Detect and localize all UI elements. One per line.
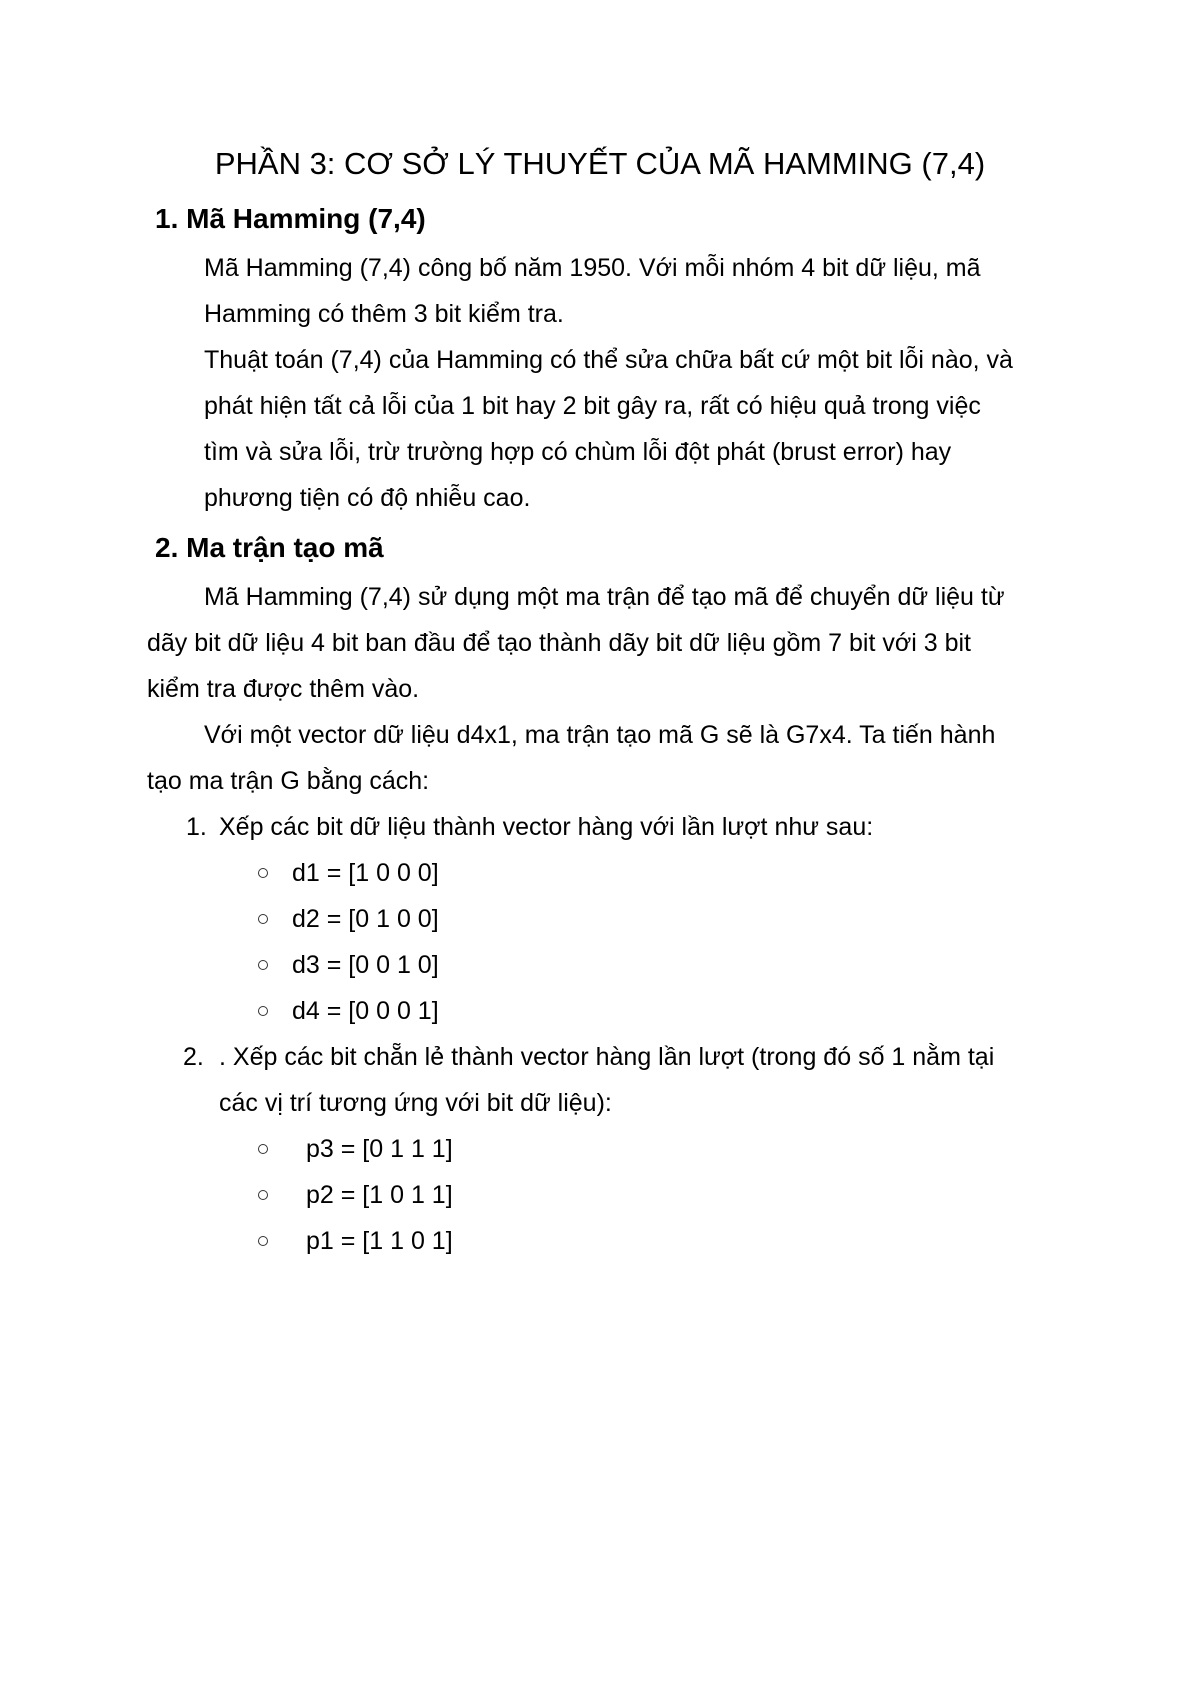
section-1-line: tìm và sửa lỗi, trừ trường hợp có chùm lỗi đột phát (brust error) hay bbox=[204, 438, 952, 466]
step-number: 2. bbox=[183, 1043, 204, 1071]
list-item: d3 = [0 0 1 0] bbox=[292, 951, 439, 979]
step-text: . Xếp các bit chẵn lẻ thành vector hàng lần lượt (trong đó số 1 nằm tại bbox=[219, 1043, 995, 1071]
section-2-paragraph-line: dãy bit dữ liệu 4 bit ban đầu để tạo thành dãy bit dữ liệu gồm 7 bit với 3 bit bbox=[147, 629, 971, 657]
list-item: p2 = [1 0 1 1] bbox=[306, 1181, 453, 1209]
section-1-line: phát hiện tất cả lỗi của 1 bit hay 2 bit gây ra, rất có hiệu quả trong việc bbox=[204, 392, 981, 420]
step-number: 1. bbox=[186, 813, 207, 841]
list-item: d2 = [0 1 0 0] bbox=[292, 905, 439, 933]
section-1-line: Thuật toán (7,4) của Hamming có thể sửa chữa bất cứ một bit lỗi nào, và bbox=[204, 346, 1013, 374]
step-text: các vị trí tương ứng với bit dữ liệu): bbox=[219, 1089, 612, 1117]
hollow-circle-bullet-icon bbox=[258, 914, 268, 924]
hollow-circle-bullet-icon bbox=[258, 960, 268, 970]
list-item: d1 = [1 0 0 0] bbox=[292, 859, 439, 887]
list-item: d4 = [0 0 0 1] bbox=[292, 997, 439, 1025]
section-2-paragraph-line: kiểm tra được thêm vào. bbox=[147, 675, 420, 703]
hollow-circle-bullet-icon bbox=[258, 1144, 268, 1154]
hollow-circle-bullet-icon bbox=[258, 1190, 268, 1200]
section-1-heading: 1. Mã Hamming (7,4) bbox=[155, 203, 426, 234]
hollow-circle-bullet-icon bbox=[258, 1236, 268, 1246]
section-1-line: Hamming có thêm 3 bit kiểm tra. bbox=[204, 300, 564, 328]
section-2-paragraph-line: tạo ma trận G bằng cách: bbox=[147, 767, 430, 795]
list-item: p1 = [1 1 0 1] bbox=[306, 1227, 453, 1255]
section-2-heading: 2. Ma trận tạo mã bbox=[155, 532, 384, 563]
section-1-line: phương tiện có độ nhiễu cao. bbox=[204, 484, 531, 512]
section-2-paragraph-line: Mã Hamming (7,4) sử dụng một ma trận để tạo mã để chuyển dữ liệu từ bbox=[204, 583, 1005, 611]
list-item: p3 = [0 1 1 1] bbox=[306, 1135, 453, 1163]
step-text: Xếp các bit dữ liệu thành vector hàng với lần lượt như sau: bbox=[219, 813, 874, 841]
hollow-circle-bullet-icon bbox=[258, 868, 268, 878]
section-2-paragraph-line: Với một vector dữ liệu d4x1, ma trận tạo mã G sẽ là G7x4. Ta tiến hành bbox=[204, 721, 996, 749]
page-title: PHẦN 3: CƠ SỞ LÝ THUYẾT CỦA MÃ HAMMING (7,4) bbox=[214, 146, 986, 181]
hollow-circle-bullet-icon bbox=[258, 1006, 268, 1016]
section-1-line: Mã Hamming (7,4) công bố năm 1950. Với mỗi nhóm 4 bit dữ liệu, mã bbox=[204, 254, 981, 282]
